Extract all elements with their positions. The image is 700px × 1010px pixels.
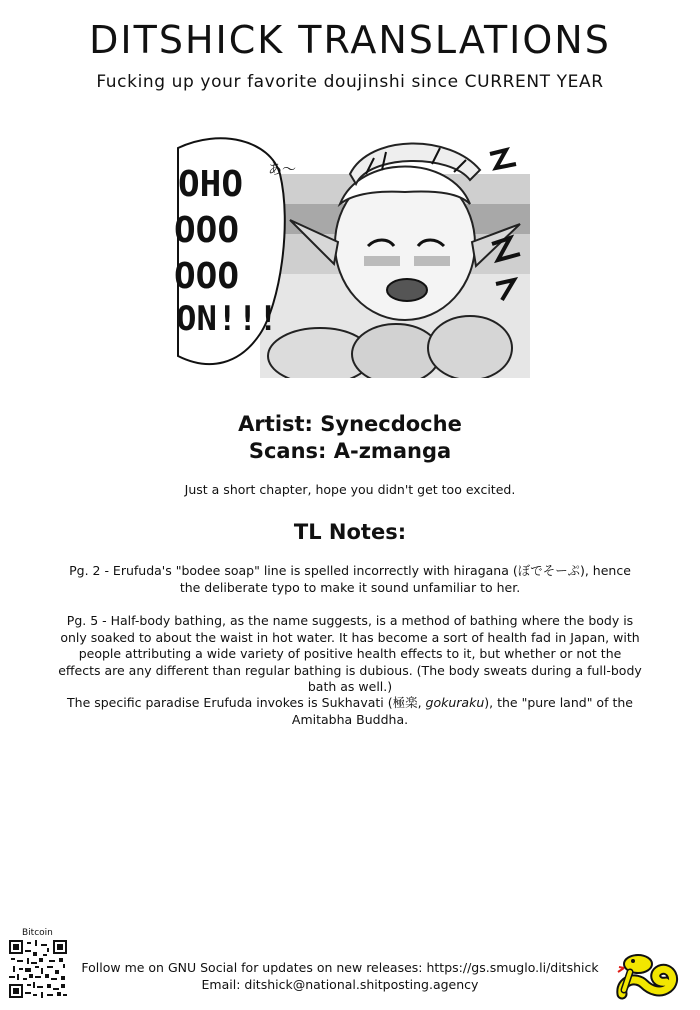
svg-text:OHO: OHO xyxy=(178,164,244,205)
qr-code-graphic xyxy=(9,940,67,998)
tl-note-3-text-b: ), the "pure land" of the Amitabha Buddha. xyxy=(291,695,633,727)
page-subtitle: Fucking up your favorite doujinshi since CURRENT YEAR xyxy=(96,72,604,92)
footer-block xyxy=(60,960,620,993)
tl-note-3-text-a: The specific paradise Erufuda invokes is Sukhavati (極楽, xyxy=(67,695,426,710)
short-note: Just a short chapter, hope you didn't get too excited. xyxy=(184,482,516,497)
scans-credit: Scans: A-zmanga xyxy=(248,439,452,463)
svg-text:OOO: OOO xyxy=(174,210,240,251)
snake-mascot-graphic xyxy=(616,950,692,1006)
sfx-text: あ〜 xyxy=(268,162,296,178)
bitcoin-label: Bitcoin xyxy=(22,928,53,938)
page-title: DITSHICK TRANSLATIONS xyxy=(89,18,611,62)
bitcoin-qr-code-icon xyxy=(9,940,67,998)
snake-mascot-icon xyxy=(616,950,692,1006)
tl-note-2: Pg. 5 - Half-body bathing, as the name suggests, is a method of bathing where the body is only soaked to about the waist in hot water. It has become a sort of health fad in Japan, with people attributing a wide variety of positive health effects to it, but whether or not the effects are any different than regular bathing is dubious. (The body sweats during a full-body bath as well.) xyxy=(58,613,642,694)
social-link-text[interactable]: Follow me on GNU Social for updates on new releases: https://gs.smuglo.li/ditshick xyxy=(81,960,599,975)
credits-block xyxy=(0,411,700,465)
artist-credit: Artist: Synecdoche xyxy=(238,412,462,436)
tl-note-3-italic: gokuraku xyxy=(425,695,485,710)
svg-text:ON!!!: ON!!! xyxy=(176,299,279,339)
email-text[interactable]: Email: ditshick@national.shitposting.agency xyxy=(201,976,479,992)
manga-panel-drawing xyxy=(170,134,530,378)
tl-note-3 xyxy=(58,695,642,728)
tl-notes-heading: TL Notes: xyxy=(293,520,407,544)
tl-note-1: Pg. 2 - Erufuda's "bodee soap" line is spelled incorrectly with hiragana (ぼでそーぷ), hence the deliberate typo to make it sound unfamiliar to her. xyxy=(69,563,631,595)
manga-panel-image xyxy=(170,134,530,378)
svg-text:OOO: OOO xyxy=(174,256,240,297)
